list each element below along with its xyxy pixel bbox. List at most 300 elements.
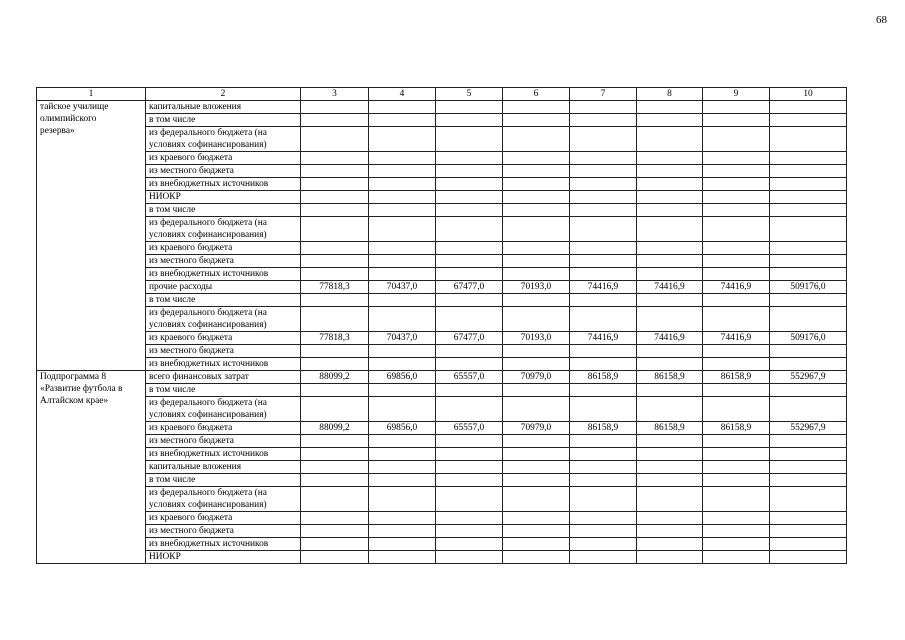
amount-cell — [369, 204, 436, 217]
table-row — [37, 114, 847, 127]
amount-cell — [570, 525, 637, 538]
table-row — [37, 538, 847, 551]
amount-cell — [637, 307, 703, 332]
amount-cell — [436, 525, 503, 538]
amount-cell — [770, 204, 847, 217]
column-header: 5 — [436, 88, 503, 101]
program-name-cell — [37, 371, 146, 564]
amount-cell — [770, 474, 847, 487]
amount-cell — [770, 255, 847, 268]
expense-type-cell: из федерального бюджета (на условиях софинансирования) — [146, 397, 301, 422]
amount-cell — [770, 538, 847, 551]
amount-cell — [637, 114, 703, 127]
amount-cell — [703, 178, 770, 191]
amount-cell: 70193,0 — [503, 332, 570, 345]
amount-cell — [570, 127, 637, 152]
expense-type-cell: из внебюджетных источников — [146, 538, 301, 551]
amount-cell — [703, 538, 770, 551]
amount-cell — [503, 101, 570, 114]
amount-cell: 69856,0 — [369, 371, 436, 384]
amount-cell — [369, 165, 436, 178]
amount-cell — [503, 474, 570, 487]
amount-cell — [637, 448, 703, 461]
amount-cell — [703, 435, 770, 448]
amount-cell — [369, 384, 436, 397]
amount-cell — [436, 191, 503, 204]
table-row — [37, 371, 847, 384]
amount-cell — [770, 384, 847, 397]
amount-cell — [570, 204, 637, 217]
amount-cell — [301, 384, 369, 397]
expense-type-cell: капитальные вложения — [146, 461, 301, 474]
amount-cell — [301, 551, 369, 564]
amount-cell: 74416,9 — [570, 281, 637, 294]
amount-cell — [301, 242, 369, 255]
expense-type-cell: из краевого бюджета — [146, 422, 301, 435]
amount-cell — [301, 165, 369, 178]
amount-cell — [570, 448, 637, 461]
amount-cell — [503, 255, 570, 268]
table-row — [37, 345, 847, 358]
amount-cell — [770, 345, 847, 358]
amount-cell — [503, 538, 570, 551]
amount-cell: 67477,0 — [436, 332, 503, 345]
table-row — [37, 204, 847, 217]
amount-cell: 70437,0 — [369, 281, 436, 294]
amount-cell: 74416,9 — [570, 332, 637, 345]
amount-cell — [301, 525, 369, 538]
amount-cell — [703, 217, 770, 242]
header-row — [37, 88, 847, 101]
amount-cell — [369, 152, 436, 165]
amount-cell — [369, 114, 436, 127]
amount-cell — [369, 242, 436, 255]
amount-cell — [770, 101, 847, 114]
amount-cell — [703, 152, 770, 165]
amount-cell — [637, 461, 703, 474]
expense-type-cell: из внебюджетных источников — [146, 178, 301, 191]
amount-cell — [503, 461, 570, 474]
amount-cell — [369, 294, 436, 307]
amount-cell — [436, 448, 503, 461]
amount-cell — [503, 178, 570, 191]
amount-cell — [369, 255, 436, 268]
amount-cell: 86158,9 — [570, 422, 637, 435]
expense-type-cell: капитальные вложения — [146, 101, 301, 114]
amount-cell — [369, 178, 436, 191]
amount-cell — [570, 101, 637, 114]
amount-cell — [703, 294, 770, 307]
expense-type-cell: из краевого бюджета — [146, 512, 301, 525]
amount-cell — [703, 461, 770, 474]
amount-cell — [369, 127, 436, 152]
amount-cell — [703, 101, 770, 114]
amount-cell — [301, 474, 369, 487]
amount-cell — [637, 525, 703, 538]
amount-cell — [436, 435, 503, 448]
amount-cell: 86158,9 — [703, 422, 770, 435]
amount-cell — [301, 294, 369, 307]
amount-cell — [369, 487, 436, 512]
amount-cell — [503, 448, 570, 461]
budget-table-body — [37, 88, 847, 564]
amount-cell: 74416,9 — [637, 332, 703, 345]
amount-cell — [770, 358, 847, 371]
amount-cell: 77818,3 — [301, 281, 369, 294]
program-name-cell — [37, 101, 146, 371]
table-row — [37, 242, 847, 255]
amount-cell — [703, 242, 770, 255]
program-name-line: Алтайском крае» — [40, 396, 109, 406]
amount-cell — [770, 127, 847, 152]
amount-cell — [703, 345, 770, 358]
amount-cell — [301, 397, 369, 422]
amount-cell — [637, 204, 703, 217]
expense-type-cell: из местного бюджета — [146, 165, 301, 178]
expense-type-cell: в том числе — [146, 204, 301, 217]
table-row — [37, 448, 847, 461]
expense-type-cell: в том числе — [146, 294, 301, 307]
amount-cell — [570, 461, 637, 474]
column-header: 8 — [637, 88, 703, 101]
expense-type-cell: из внебюджетных источников — [146, 448, 301, 461]
table-row — [37, 487, 847, 512]
amount-cell — [301, 178, 369, 191]
amount-cell — [301, 217, 369, 242]
amount-cell — [301, 127, 369, 152]
amount-cell — [703, 114, 770, 127]
table-row — [37, 512, 847, 525]
amount-cell — [369, 268, 436, 281]
table-row — [37, 358, 847, 371]
column-header: 1 — [37, 88, 146, 101]
amount-cell — [436, 165, 503, 178]
amount-cell — [503, 165, 570, 178]
amount-cell — [703, 358, 770, 371]
expense-type-cell: из внебюджетных источников — [146, 358, 301, 371]
amount-cell — [436, 127, 503, 152]
amount-cell — [369, 551, 436, 564]
amount-cell — [301, 538, 369, 551]
amount-cell — [570, 538, 637, 551]
amount-cell: 552967,9 — [770, 371, 847, 384]
column-header: 7 — [570, 88, 637, 101]
amount-cell — [503, 204, 570, 217]
amount-cell — [637, 255, 703, 268]
amount-cell — [703, 268, 770, 281]
amount-cell — [770, 294, 847, 307]
amount-cell — [503, 242, 570, 255]
amount-cell — [369, 345, 436, 358]
amount-cell — [301, 345, 369, 358]
amount-cell — [770, 461, 847, 474]
amount-cell — [301, 101, 369, 114]
amount-cell — [637, 435, 703, 448]
amount-cell — [301, 152, 369, 165]
amount-cell — [570, 268, 637, 281]
amount-cell: 65557,0 — [436, 371, 503, 384]
budget-table — [36, 87, 847, 564]
amount-cell — [570, 512, 637, 525]
amount-cell: 67477,0 — [436, 281, 503, 294]
amount-cell — [770, 178, 847, 191]
amount-cell — [770, 114, 847, 127]
table-row — [37, 332, 847, 345]
amount-cell: 86158,9 — [637, 422, 703, 435]
expense-type-cell: из краевого бюджета — [146, 242, 301, 255]
table-row — [37, 217, 847, 242]
table-row — [37, 525, 847, 538]
amount-cell — [436, 358, 503, 371]
amount-cell — [570, 178, 637, 191]
amount-cell — [369, 101, 436, 114]
expense-type-cell: в том числе — [146, 384, 301, 397]
amount-cell — [436, 114, 503, 127]
amount-cell — [770, 165, 847, 178]
amount-cell: 88099,2 — [301, 422, 369, 435]
amount-cell — [770, 525, 847, 538]
amount-cell: 74416,9 — [703, 332, 770, 345]
amount-cell — [570, 242, 637, 255]
program-name-line: «Развитие футбола в — [40, 384, 123, 394]
amount-cell — [770, 191, 847, 204]
table-row — [37, 307, 847, 332]
amount-cell — [503, 512, 570, 525]
column-header: 10 — [770, 88, 847, 101]
amount-cell — [637, 384, 703, 397]
table-row — [37, 178, 847, 191]
amount-cell — [570, 551, 637, 564]
amount-cell — [301, 307, 369, 332]
amount-cell — [570, 474, 637, 487]
amount-cell — [570, 358, 637, 371]
table-row — [37, 268, 847, 281]
amount-cell — [703, 127, 770, 152]
table-row — [37, 551, 847, 564]
amount-cell: 509176,0 — [770, 332, 847, 345]
amount-cell: 70437,0 — [369, 332, 436, 345]
table-row — [37, 127, 847, 152]
amount-cell — [436, 268, 503, 281]
amount-cell — [703, 512, 770, 525]
amount-cell — [637, 551, 703, 564]
amount-cell — [301, 191, 369, 204]
table-row — [37, 165, 847, 178]
amount-cell — [369, 307, 436, 332]
page-number: 68 — [876, 14, 887, 26]
amount-cell — [570, 435, 637, 448]
amount-cell — [503, 345, 570, 358]
amount-cell — [770, 435, 847, 448]
amount-cell — [703, 448, 770, 461]
amount-cell — [637, 512, 703, 525]
amount-cell — [301, 512, 369, 525]
amount-cell — [301, 204, 369, 217]
amount-cell — [503, 191, 570, 204]
amount-cell — [436, 487, 503, 512]
amount-cell — [703, 307, 770, 332]
table-row — [37, 384, 847, 397]
amount-cell — [570, 487, 637, 512]
expense-type-cell: из местного бюджета — [146, 435, 301, 448]
amount-cell — [301, 435, 369, 448]
amount-cell — [436, 152, 503, 165]
program-name-line: Подпрограмма 8 — [40, 372, 107, 382]
amount-cell — [637, 294, 703, 307]
amount-cell — [369, 538, 436, 551]
amount-cell: 65557,0 — [436, 422, 503, 435]
expense-type-cell: из федерального бюджета (на условиях софинансирования) — [146, 217, 301, 242]
amount-cell — [436, 178, 503, 191]
amount-cell — [637, 474, 703, 487]
amount-cell — [503, 358, 570, 371]
amount-cell — [570, 191, 637, 204]
amount-cell — [301, 268, 369, 281]
amount-cell — [770, 397, 847, 422]
amount-cell — [503, 384, 570, 397]
amount-cell — [637, 397, 703, 422]
amount-cell: 70979,0 — [503, 371, 570, 384]
amount-cell — [369, 525, 436, 538]
amount-cell — [436, 474, 503, 487]
expense-type-cell: в том числе — [146, 114, 301, 127]
program-name-line: резерва» — [40, 126, 75, 136]
amount-cell — [770, 487, 847, 512]
amount-cell — [436, 551, 503, 564]
amount-cell — [503, 551, 570, 564]
amount-cell: 74416,9 — [637, 281, 703, 294]
amount-cell — [369, 461, 436, 474]
amount-cell — [770, 217, 847, 242]
amount-cell — [637, 127, 703, 152]
amount-cell — [301, 358, 369, 371]
amount-cell — [637, 358, 703, 371]
amount-cell — [436, 101, 503, 114]
column-header: 9 — [703, 88, 770, 101]
amount-cell — [703, 487, 770, 512]
amount-cell — [637, 101, 703, 114]
amount-cell — [436, 397, 503, 422]
amount-cell — [436, 204, 503, 217]
amount-cell: 86158,9 — [637, 371, 703, 384]
amount-cell — [703, 255, 770, 268]
amount-cell — [369, 512, 436, 525]
amount-cell — [770, 152, 847, 165]
expense-type-cell: из внебюджетных источников — [146, 268, 301, 281]
amount-cell — [570, 294, 637, 307]
amount-cell — [369, 474, 436, 487]
column-header: 4 — [369, 88, 436, 101]
amount-cell — [637, 487, 703, 512]
amount-cell — [503, 307, 570, 332]
column-header: 6 — [503, 88, 570, 101]
amount-cell — [369, 191, 436, 204]
amount-cell — [570, 307, 637, 332]
amount-cell — [436, 307, 503, 332]
table-row — [37, 435, 847, 448]
amount-cell — [703, 165, 770, 178]
amount-cell: 552967,9 — [770, 422, 847, 435]
amount-cell — [301, 448, 369, 461]
expense-type-cell: НИОКР — [146, 191, 301, 204]
amount-cell — [770, 512, 847, 525]
amount-cell — [637, 178, 703, 191]
amount-cell — [703, 384, 770, 397]
table-row — [37, 152, 847, 165]
amount-cell — [703, 397, 770, 422]
table-row — [37, 461, 847, 474]
expense-type-cell: из местного бюджета — [146, 525, 301, 538]
amount-cell — [770, 307, 847, 332]
program-name-line: тайское училище — [40, 102, 109, 112]
amount-cell — [301, 114, 369, 127]
amount-cell — [503, 435, 570, 448]
amount-cell — [570, 397, 637, 422]
amount-cell — [703, 551, 770, 564]
amount-cell — [436, 255, 503, 268]
amount-cell: 77818,3 — [301, 332, 369, 345]
amount-cell — [503, 268, 570, 281]
expense-type-cell: из федерального бюджета (на условиях софинансирования) — [146, 307, 301, 332]
amount-cell: 69856,0 — [369, 422, 436, 435]
amount-cell — [369, 397, 436, 422]
amount-cell: 74416,9 — [703, 281, 770, 294]
amount-cell — [436, 242, 503, 255]
amount-cell — [503, 525, 570, 538]
amount-cell: 70193,0 — [503, 281, 570, 294]
amount-cell — [436, 217, 503, 242]
amount-cell — [703, 525, 770, 538]
amount-cell — [301, 461, 369, 474]
amount-cell: 70979,0 — [503, 422, 570, 435]
amount-cell — [570, 165, 637, 178]
amount-cell — [703, 474, 770, 487]
amount-cell — [503, 487, 570, 512]
amount-cell — [436, 461, 503, 474]
amount-cell — [637, 242, 703, 255]
table-row — [37, 255, 847, 268]
expense-type-cell: из краевого бюджета — [146, 152, 301, 165]
expense-type-cell: из федерального бюджета (на условиях софинансирования) — [146, 487, 301, 512]
expense-type-cell: всего финансовых затрат — [146, 371, 301, 384]
amount-cell — [570, 255, 637, 268]
amount-cell — [503, 152, 570, 165]
expense-type-cell: НИОКР — [146, 551, 301, 564]
amount-cell: 86158,9 — [570, 371, 637, 384]
amount-cell — [503, 114, 570, 127]
amount-cell — [436, 345, 503, 358]
amount-cell — [770, 268, 847, 281]
amount-cell — [369, 435, 436, 448]
column-header: 3 — [301, 88, 369, 101]
expense-type-cell: прочие расходы — [146, 281, 301, 294]
amount-cell — [503, 294, 570, 307]
amount-cell — [369, 448, 436, 461]
amount-cell — [637, 191, 703, 204]
table-row — [37, 281, 847, 294]
amount-cell — [570, 345, 637, 358]
amount-cell: 88099,2 — [301, 371, 369, 384]
amount-cell — [369, 217, 436, 242]
expense-type-cell: в том числе — [146, 474, 301, 487]
amount-cell — [703, 204, 770, 217]
amount-cell — [436, 538, 503, 551]
amount-cell: 86158,9 — [703, 371, 770, 384]
amount-cell — [637, 538, 703, 551]
amount-cell — [637, 165, 703, 178]
amount-cell — [637, 345, 703, 358]
table-row — [37, 191, 847, 204]
